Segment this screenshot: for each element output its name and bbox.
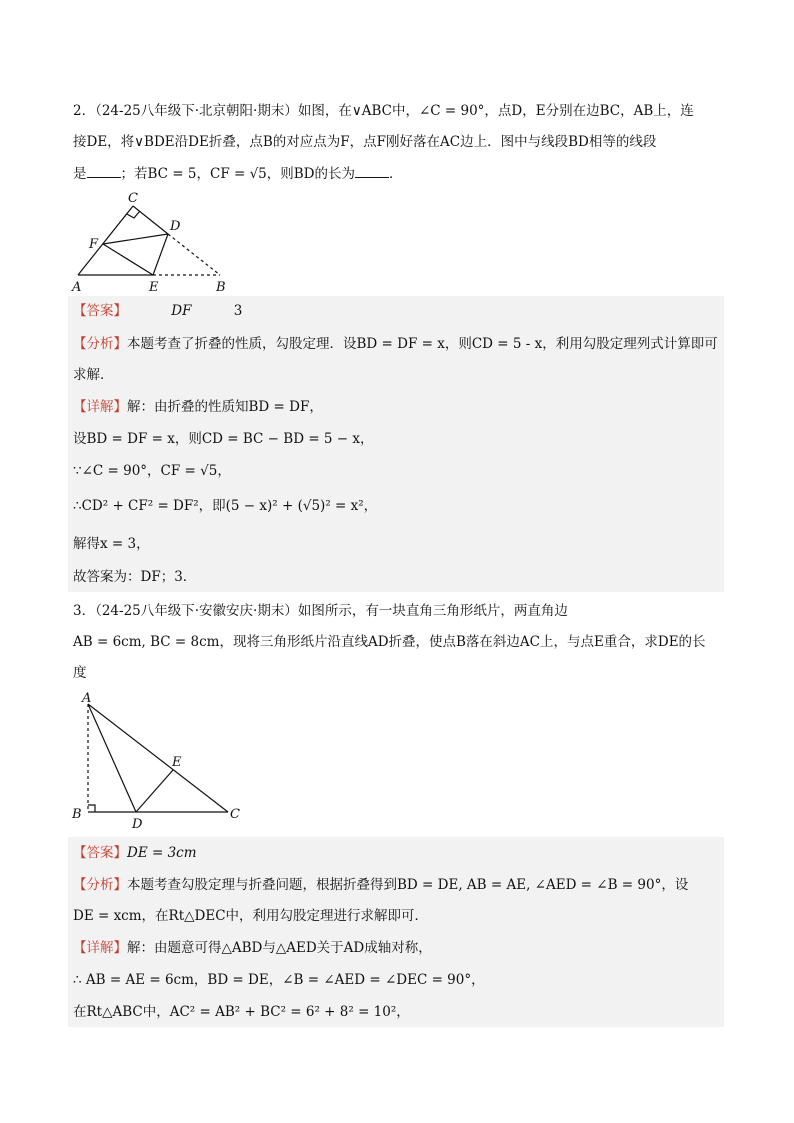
q2-solution-box xyxy=(68,296,724,592)
q2-blank-1 xyxy=(87,163,121,178)
q3-detail-line1 xyxy=(73,938,432,958)
q3-solution-box xyxy=(68,837,724,1027)
q3-seg-ac xyxy=(88,704,228,812)
q2-seg-fe xyxy=(103,244,153,275)
q3-analysis-line1 xyxy=(73,875,688,895)
q3-answer-val: DE = 3cm xyxy=(127,845,197,861)
q2-stem-line3-b: ；若BC = 5，CF = √5，则BD的长为 xyxy=(120,166,356,182)
q2-analysis-line2: 求解． xyxy=(73,367,114,383)
q3-detail-tag: 【详解】 xyxy=(73,940,127,956)
q3-answer-line xyxy=(73,843,197,863)
q3-label-c: C xyxy=(230,807,240,822)
q3-analysis-tag: 【分析】 xyxy=(73,877,127,893)
q2-stem-line2: 接DE，将∨BDE沿DE折叠，点B的对应点为F，点F刚好落在AC边上．图中与线段BD相等的线段 xyxy=(73,134,657,150)
q3-seg-ad xyxy=(88,704,136,812)
q2-stem-line3-a: 是 xyxy=(73,166,87,182)
q2-detail-tag: 【详解】 xyxy=(73,399,127,415)
q2-seg-cd xyxy=(133,206,168,234)
q2-label-c: C xyxy=(128,191,138,206)
q2-right-angle-mark xyxy=(127,211,140,218)
q2-detail-line2: 设BD = DF = x，则CD = BC − BD = 5 − x， xyxy=(73,431,374,447)
q3-analysis-text1: 本题考查勾股定理与折叠问题，根据折叠得到BD = DE, AB = AE, ∠AED = ∠B = 90°，设 xyxy=(127,877,689,893)
q2-analysis-line1 xyxy=(73,334,718,354)
q3-label-a: A xyxy=(82,691,92,706)
q3-figure xyxy=(68,690,248,830)
q2-analysis-text1: 本题考查了折叠的性质，勾股定理．设BD = DF = x，则CD = 5 - x，利用勾股定理列式计算即可 xyxy=(127,336,718,352)
q3-analysis-line2: DE = xcm，在Rt△DEC中，利用勾股定理进行求解即可． xyxy=(73,908,429,924)
q2-seg-db-dashed xyxy=(168,234,220,275)
q2-detail-line3: ∵∠C = 90°，CF = √5， xyxy=(73,463,231,479)
q2-answer-tag: 【答案】 xyxy=(73,303,127,319)
q3-answer-tag: 【答案】 xyxy=(73,845,127,861)
q2-label-a: A xyxy=(72,280,82,295)
q2-label-f: F xyxy=(89,237,99,252)
q2-label-b: B xyxy=(216,280,226,295)
q2-answer-line xyxy=(73,301,242,321)
q3-right-angle-mark xyxy=(88,805,95,812)
q2-stem-line1: 2．（24-25八年级下·北京朝阳·期末）如图，在∨ABC中，∠C = 90°，点D，E分别在边BC，AB上，连 xyxy=(73,103,694,119)
q3-label-b: B xyxy=(72,807,82,822)
q2-answer-val1: DF xyxy=(171,303,192,319)
q2-figure xyxy=(70,190,240,295)
q3-label-d: D xyxy=(132,817,143,830)
q2-stem-line3 xyxy=(73,163,403,184)
q3-stem-line3: 度 xyxy=(73,665,87,681)
q2-detail-line5: 解得x = 3， xyxy=(73,536,150,552)
q3-seg-de xyxy=(136,770,173,812)
q2-detail-text1: 解：由折叠的性质知BD = DF， xyxy=(127,399,323,415)
q2-seg-fd xyxy=(103,234,168,244)
q2-detail-line6: 故答案为：DF；3． xyxy=(73,569,197,585)
q3-detail-line3: 在Rt△ABC中，AC² = AB² + BC² = 6² + 8² = 10²， xyxy=(73,1004,410,1020)
q2-analysis-tag: 【分析】 xyxy=(73,336,127,352)
q3-label-e: E xyxy=(172,755,182,770)
q2-detail-line1 xyxy=(73,397,323,417)
q2-label-d: D xyxy=(170,219,181,234)
q2-blank-2 xyxy=(355,163,389,178)
q3-detail-line2: ∴ AB = AE = 6cm，BD = DE，∠B = ∠AED = ∠DEC = 90°， xyxy=(73,972,485,988)
q3-stem-line2: AB = 6cm, BC = 8cm，现将三角形纸片沿直线AD折叠，使点B落在斜边AC上，与点E重合，求DE的长 xyxy=(73,634,706,650)
q3-stem-line1: 3．（24-25八年级下·安徽安庆·期末）如图所示，有一块直角三角形纸片，两直角边 xyxy=(73,603,568,619)
q2-label-e: E xyxy=(149,280,159,295)
q2-detail-line4: ∴CD² + CF² = DF²，即(5 − x)² + (√5)² = x²， xyxy=(73,498,378,514)
q2-stem-line3-c: ． xyxy=(389,166,403,182)
q3-detail-text1: 解：由题意可得△ABD与△AED关于AD成轴对称， xyxy=(127,940,432,956)
q2-answer-val2: 3 xyxy=(233,303,243,319)
q2-seg-ed xyxy=(153,234,168,275)
